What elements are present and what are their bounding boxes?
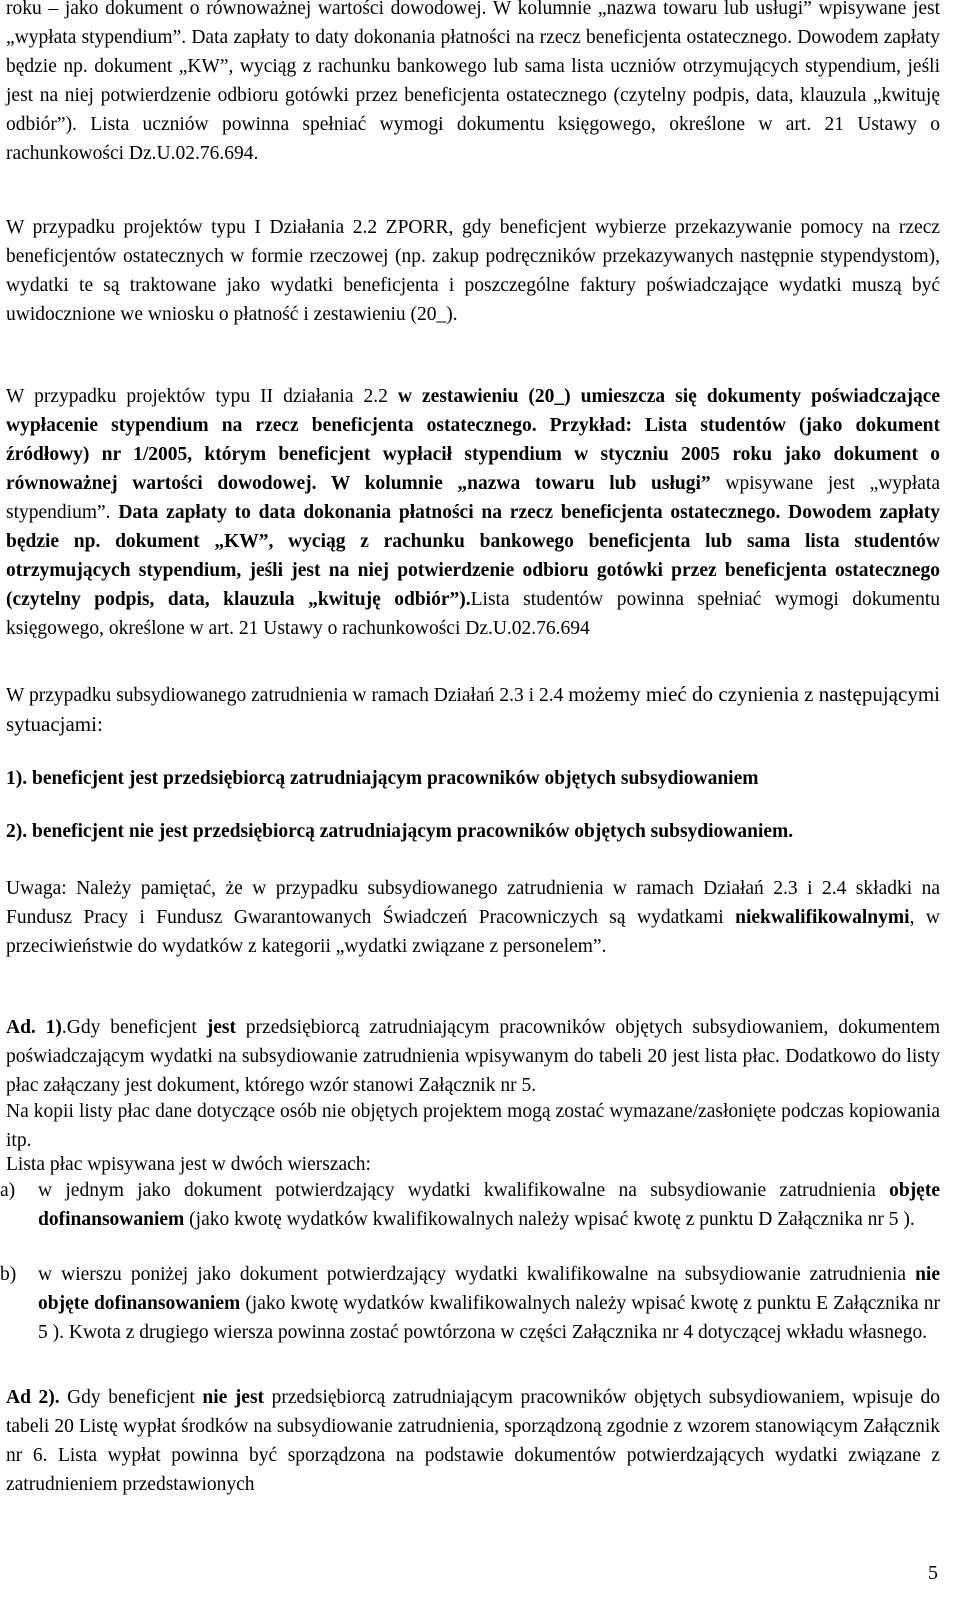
- bold-text: nie jest: [202, 1387, 265, 1408]
- paragraph-text: przedsiębiorcą zatrudniającym pracowników objętych subsydiowaniem, dokumentem poświadczającym wydatki na subsydiowanie zatrudnienia wpisywanym do tabeli 20 jest lista płac. Dodatkowo do listy płac załączany jest dokument, którego wzór stanowi Załącznik nr 5.: [6, 1017, 941, 1096]
- ad-label: Ad. 1): [6, 1017, 62, 1038]
- paragraph-type-ii: [6, 382, 940, 643]
- paragraph-type-i: [6, 213, 940, 329]
- paragraph-note: [6, 874, 940, 961]
- paragraph-text: roku – jako dokument o równoważnej wartości dowodowej. W kolumnie „nazwa towaru lub usługi” wpisywane jest „wypłata stypendium”. Data zapłaty to daty dokonania płatności na rzecz beneficjenta ostatecznego. Dowodem zapłaty będzie np. dokument „KW”, wyciąg z rachunku bankowego lub sama lista uczniów otrzymujących stypendium, jeśli jest na niej potwierdzenie odbioru gotówki przez beneficjenta ostatecznego (czytelny podpis, data, klauzula „kwituję odbiór”). Lista uczniów powinna spełniać wymogi dokumentu księgowego, określone w art. 21 Ustawy o rachunkowości Dz.U.02.76.694.: [6, 0, 940, 164]
- paragraph-text: W przypadku projektów typu I Działania 2.2 ZPORR, gdy beneficjent wybierze przekazywanie pomocy na rzecz beneficjentów ostatecznych w formie rzeczowej (np. zakup podręczników przekazywanych następnie stypendystom), wydatki te są traktowane jako wydatki beneficjenta i poszczególne faktury poświadczające wydatki muszą być uwidocznione we wniosku o płatność i zestawieniu (20_).: [6, 217, 940, 325]
- case-text: 2). beneficjent nie jest przedsiębiorcą zatrudniającym pracowników objętych subsydiowaniem.: [6, 821, 794, 842]
- ad-label: Ad 2).: [6, 1387, 60, 1408]
- bold-text: jest: [206, 1017, 236, 1038]
- bold-text: niekwalifikowalnymi: [735, 907, 910, 928]
- page-number: 5: [928, 1562, 938, 1584]
- case-2: [6, 817, 940, 846]
- paragraph-ad-1-copy: [6, 1097, 940, 1155]
- case-1: [6, 764, 940, 793]
- paragraph-ad-2: [6, 1383, 940, 1499]
- paragraph-text: przedsiębiorcą zatrudniającym pracowników objętych subsydiowaniem, wpisuje do tabeli 20 Listę wypłat środków na subsydiowanie zatrudnienia, sporządzoną zgodnie z wzorem stanowiącym Załącznik nr 6. Lista wypłat powinna być sporządzona na podstawie dokumentów potwierdzających wydatki związane z zatrudnieniem przedstawionych: [6, 1387, 940, 1495]
- paragraph-text: wpisywane jest „wypłata stypendium”.: [6, 473, 940, 523]
- list-marker: a): [0, 1180, 16, 1201]
- paragraph-text: Gdy beneficjent: [59, 1387, 203, 1408]
- paragraph-text: Lista płac wpisywana jest w dwóch wierszach:: [6, 1154, 371, 1175]
- paragraph-continuation: [6, 0, 940, 168]
- bold-text: Data zapłaty to data dokonania płatności na rzecz beneficjenta ostatecznego. Dowodem zapłaty będzie np. dokument „KW”, wyciąg z rachunku bankowego beneficjenta lub sama lista studentów otrzymujących stypendium, jeśli jest na niej potwierdzenie odbioru gotówki przez beneficjenta ostatecznego (czytelny podpis, data, klauzula „kwituję odbiór”).: [6, 502, 940, 610]
- list-text: w jednym jako dokument potwierdzający wydatki kwalifikowalne na subsydiowanie zatrudnienia: [38, 1180, 890, 1201]
- paragraph-text: .Gdy beneficjent: [61, 1017, 207, 1038]
- paragraph-text: Na kopii listy płac dane dotyczące osób nie objętych projektem mogą zostać wymazane/zasłonięte podczas kopiowania itp.: [6, 1101, 940, 1151]
- list-item: [0, 1176, 940, 1234]
- paragraph-text: możemy mieć do czynienia z następującymi sytuacjami:: [6, 682, 940, 736]
- paragraph-text: , w przeciwieństwie do wydatków z kategorii „wydatki związane z personelem”.: [6, 907, 940, 957]
- list-item: [0, 1260, 940, 1347]
- bold-text: w zestawieniu (20_) umieszcza się dokumenty poświadczające wypłacenie stypendium na rzecz beneficjenta ostatecznego. Przykład: Lista studentów (jako dokument źródłowy) nr 1/2005, którym beneficjent wypłacił stypendium w styczniu 2005 roku jako dokument o równoważnej wartości dowodowej. W kolumnie „nazwa towaru lub usługi”: [6, 386, 941, 494]
- bold-text: nie objęte dofinansowaniem: [38, 1264, 940, 1314]
- paragraph-text: W przypadku projektów typu II działania 2.2: [6, 386, 398, 407]
- bold-text: objęte dofinansowaniem: [38, 1180, 940, 1230]
- paragraph-text: W przypadku subsydiowanego zatrudnienia w ramach Działań 2.3 i 2.4: [6, 685, 569, 706]
- paragraph-ad-1: [6, 1013, 940, 1100]
- list-text: (jako kwotę wydatków kwalifikowalnych należy wpisać kwotę z punktu D Załącznika nr 5 ).: [184, 1209, 915, 1230]
- paragraph-text: Uwaga: Należy pamiętać, że w przypadku subsydiowanego zatrudnienia w ramach Działań 2.3 i 2.4 składki na Fundusz Pracy i Fundusz Gwarantowanych Świadczeń Pracowniczych są wydatkami: [6, 878, 940, 928]
- list-marker: b): [0, 1264, 17, 1285]
- paragraph-ad-1-rows: [6, 1150, 940, 1179]
- case-text: 1). beneficjent jest przedsiębiorcą zatrudniającym pracowników objętych subsydiowaniem: [6, 768, 759, 789]
- list-text: (jako kwotę wydatków kwalifikowalnych należy wpisać kwotę z punktu E Załącznika nr 5 ). Kwota z drugiego wiersza powinna zostać powtórzona w części Załącznika nr 4 dotyczącej wkładu własnego.: [38, 1293, 940, 1343]
- paragraph-subsidy-intro: [6, 680, 940, 740]
- list-text: w wierszu poniżej jako dokument potwierdzający wydatki kwalifikowalne na subsydiowanie zatrudnienia: [38, 1264, 916, 1285]
- paragraph-text: Lista studentów powinna spełniać wymogi dokumentu księgowego, określone w art. 21 Ustawy o rachunkowości Dz.U.02.76.694: [6, 589, 940, 639]
